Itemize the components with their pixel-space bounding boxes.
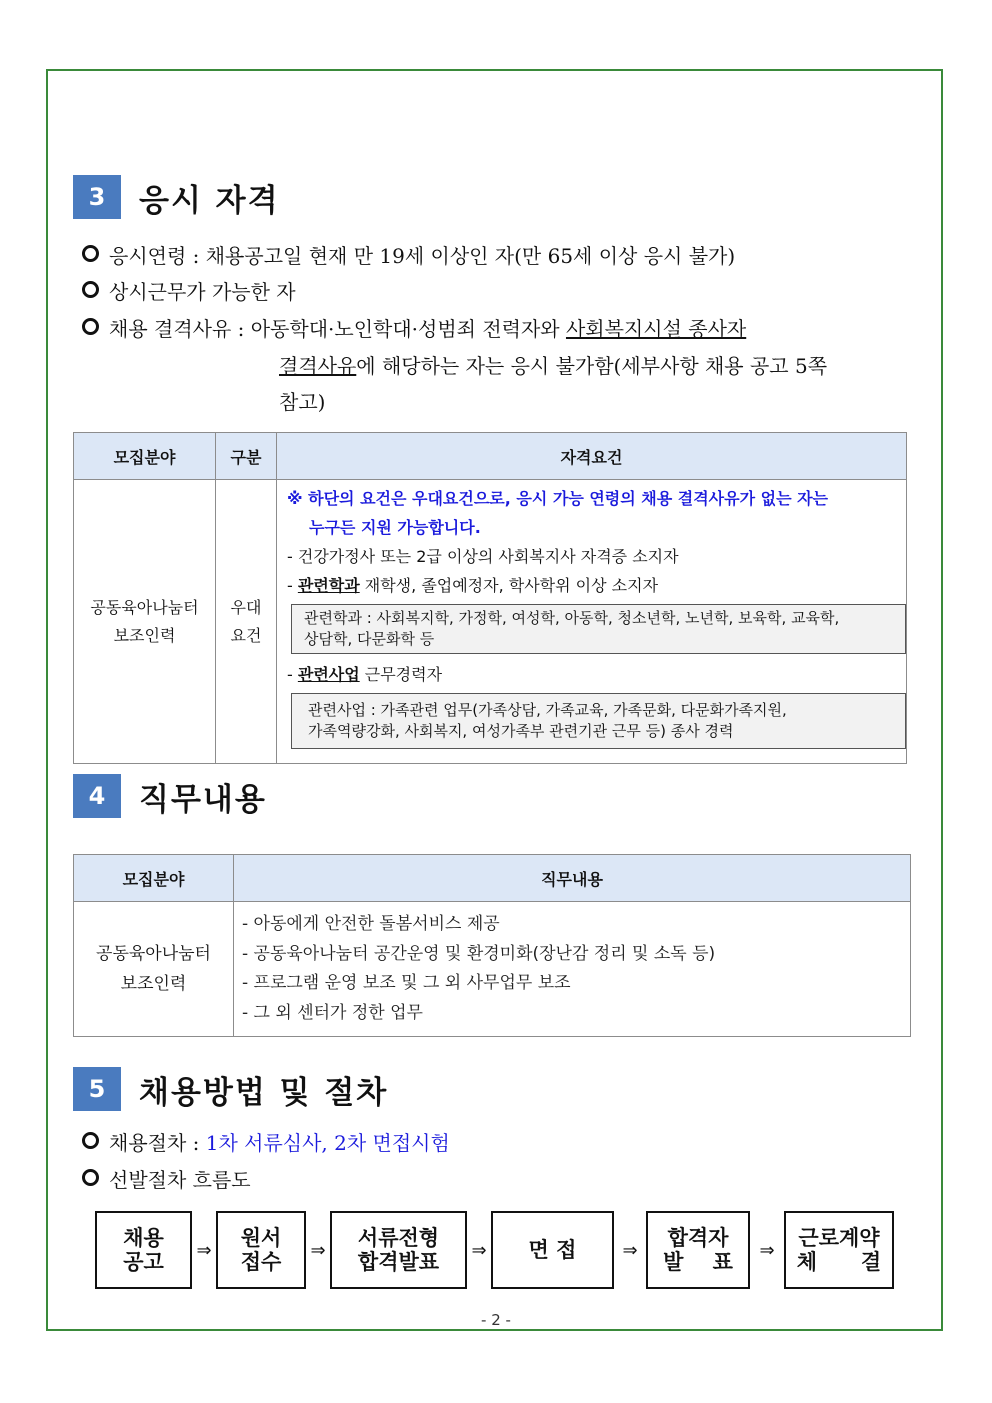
arrow-right-icon: ⇒ (471, 1239, 487, 1261)
cell-duties (234, 902, 911, 1037)
bullet-label: 채용 결격사유 : (109, 317, 251, 341)
qualification-table (73, 432, 907, 764)
field-name: 보조인력 (120, 974, 187, 994)
field-name: 보조인력 (113, 625, 176, 645)
bold-term: 관련사업 (297, 665, 360, 684)
flow-step-text: 합격발표 (357, 1249, 440, 1274)
bold-term: 관련학과 (297, 576, 360, 595)
bullet-text: 선발절차 흐름도 (109, 1168, 251, 1192)
circle-bullet-icon (82, 245, 99, 262)
flow-step-text: 발 표 (663, 1249, 733, 1274)
type-text: 우대 (230, 597, 262, 617)
table-header-row (74, 855, 911, 902)
flow-step-text: 접수 (240, 1249, 282, 1274)
section-3-heading (73, 174, 280, 220)
requirement-item (287, 571, 906, 600)
section-number-badge: 3 (73, 175, 121, 219)
table-row (74, 480, 907, 764)
dash: - (287, 576, 298, 595)
bullet-flow (82, 1162, 251, 1198)
requirement-text: 재학생, 졸업예정자, 학사학위 이상 소지자 (359, 576, 659, 595)
section-number-badge: 4 (73, 774, 121, 818)
box-text: 가족역량강화, 사회복지, 여성가족부 관련기관 근무 등) 종사 경력 (308, 722, 734, 740)
bullet-text: 에 해당하는 자는 응시 불가함(세부사항 채용 공고 5쪽 (356, 354, 828, 378)
bullet-procedure (82, 1125, 450, 1161)
flow-step-text: 서류전형 (357, 1225, 440, 1250)
underlined-text: 결격사유 (279, 354, 357, 378)
bullet-disqualification-cont2: 참고) (279, 390, 326, 414)
flow-step (216, 1211, 306, 1289)
box-text: 관련사업 : 가족관련 업무(가족상담, 가족교육, 가족문화, 다문화가족지원, (308, 701, 787, 719)
preference-note: 누구든 지원 가능합니다. (309, 518, 481, 537)
section-number-badge: 5 (73, 1067, 121, 1111)
duty-table (73, 854, 911, 1037)
related-business-box (291, 693, 906, 749)
bullet-disqualification-cont (279, 348, 827, 384)
flow-step (95, 1211, 192, 1289)
bullet-age (82, 238, 735, 274)
bullet-text: 채용공고일 현재 만 19세 이상인 자(만 65세 이상 응시 불가) (205, 244, 736, 268)
flow-step (646, 1211, 750, 1289)
col-header-field: 모집분야 (74, 855, 234, 902)
flow-step-text: 공고 (123, 1249, 164, 1274)
type-text: 요건 (230, 625, 262, 645)
flow-step (330, 1211, 467, 1289)
duty-item: - 그 외 센터가 정한 업무 (242, 1002, 423, 1023)
cell-requirements (277, 480, 907, 764)
section-title: 직무내용 (139, 781, 267, 818)
section-5-heading (73, 1066, 388, 1112)
duty-item: - 공동육아나눔터 공간운영 및 환경미화(장난감 정리 및 소독 등) (242, 943, 716, 964)
field-name: 공동육아나눔터 (96, 944, 211, 964)
circle-bullet-icon (82, 1169, 99, 1186)
section-title: 채용방법 및 절차 (139, 1074, 389, 1111)
col-header-duties: 직무내용 (234, 855, 911, 902)
col-header-field: 모집분야 (74, 433, 216, 480)
bullet-label: 응시연령 : (109, 244, 206, 268)
circle-bullet-icon (82, 1132, 99, 1149)
requirement-text: 근무경력자 (359, 665, 443, 684)
arrow-right-icon: ⇒ (310, 1239, 326, 1261)
arrow-right-icon: ⇒ (196, 1239, 212, 1261)
box-text: 상담학, 다문화학 등 (304, 630, 435, 648)
bullet-label: 채용절차 : (109, 1131, 206, 1155)
cell-type (216, 480, 277, 764)
circle-bullet-icon (82, 318, 99, 335)
bullet-fulltime (82, 274, 296, 310)
flow-step-text: 합격자 (667, 1225, 729, 1250)
field-name: 공동육아나눔터 (90, 597, 199, 617)
box-text: 관련학과 : 사회복지학, 가정학, 여성학, 아동학, 청소년학, 노년학, 보육학, 교육학, (304, 609, 840, 627)
flow-step (491, 1211, 614, 1289)
dash: - (287, 665, 298, 684)
requirement-item: - 건강가정사 또는 2급 이상의 사회복지사 자격증 소지자 (287, 547, 679, 566)
duty-item: - 아동에게 안전한 돌봄서비스 제공 (242, 914, 500, 934)
flow-step-text: 원서 (240, 1225, 282, 1250)
page-number: - 2 - (481, 1311, 511, 1329)
duty-item: - 프로그램 운영 보조 및 그 외 사무업무 보조 (242, 973, 571, 993)
section-4-heading (73, 773, 267, 819)
related-major-box (291, 604, 906, 654)
flow-step-text: 체 결 (796, 1249, 882, 1274)
flow-step-text: 근로계약 (798, 1225, 880, 1250)
table-header-row (74, 433, 907, 480)
procedure-value: 1차 서류심사, 2차 면접시험 (205, 1131, 450, 1155)
flow-step-text: 채용 (123, 1225, 164, 1250)
flow-step-text: 면 접 (528, 1237, 577, 1262)
arrow-right-icon: ⇒ (759, 1239, 775, 1261)
cell-field (74, 902, 234, 1037)
col-header-type: 구분 (216, 433, 277, 480)
arrow-right-icon: ⇒ (622, 1239, 638, 1261)
flow-step (784, 1211, 894, 1289)
section-title: 응시 자격 (139, 182, 280, 219)
requirement-item (287, 660, 906, 689)
cell-field (74, 480, 216, 764)
bullet-disqualification (82, 311, 746, 347)
underlined-text: 사회복지시설 종사자 (565, 317, 747, 341)
col-header-requirements: 자격요건 (277, 433, 907, 480)
circle-bullet-icon (82, 281, 99, 298)
bullet-text: 상시근무가 가능한 자 (109, 280, 296, 304)
preference-note: ※ 하단의 요건은 우대요건으로, 응시 가능 연령의 채용 결격사유가 없는 자는 (287, 489, 829, 508)
bullet-text: 아동학대·노인학대·성범죄 전력자와 (250, 317, 566, 341)
selection-flowchart (95, 1211, 894, 1289)
table-row (74, 902, 911, 1037)
